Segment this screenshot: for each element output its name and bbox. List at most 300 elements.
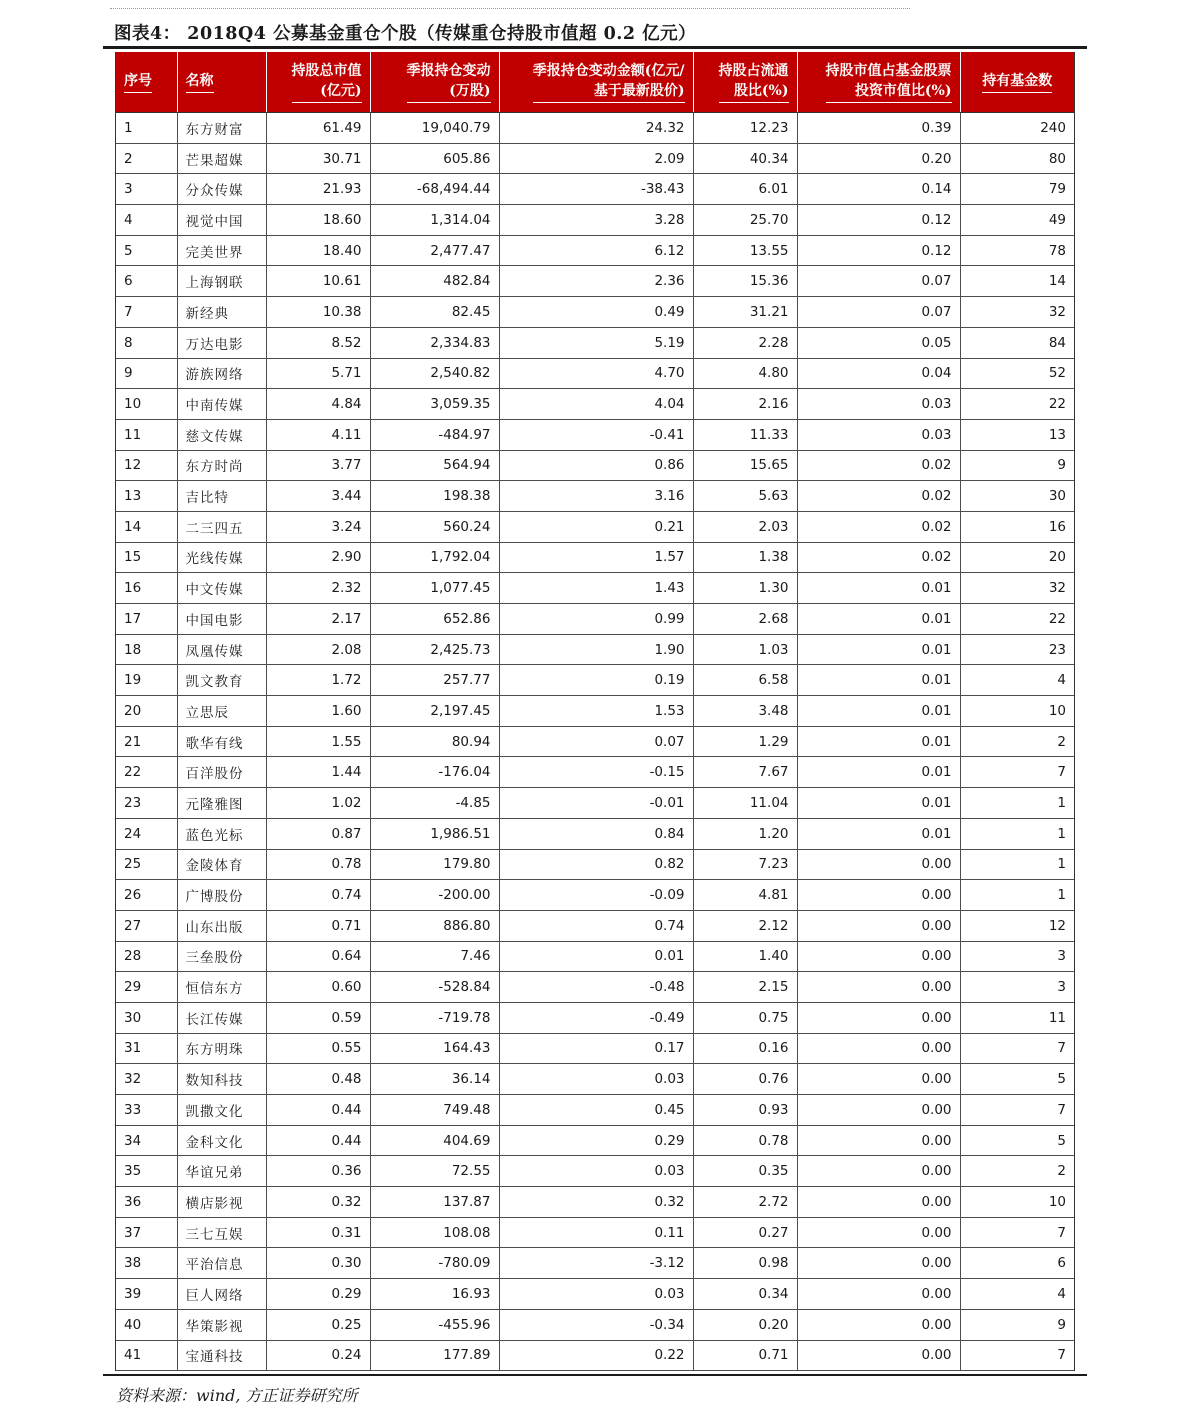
- cell-qtr-change-shares: 177.89: [370, 1340, 499, 1371]
- cell-name: 芒果超媒: [177, 143, 266, 174]
- cell-total-mv: 0.25: [266, 1309, 370, 1340]
- cell-qtr-change-amount: 0.82: [499, 849, 693, 880]
- cell-qtr-change-shares: 1,986.51: [370, 818, 499, 849]
- cell-seq: 16: [116, 573, 177, 604]
- cell-float-pct: 0.20: [693, 1309, 797, 1340]
- cell-fund-pct: 0.12: [797, 205, 960, 236]
- cell-fund-count: 32: [960, 573, 1074, 604]
- cell-fund-pct: 0.12: [797, 235, 960, 266]
- cell-fund-count: 84: [960, 327, 1074, 358]
- table-row: [116, 573, 1074, 604]
- cell-float-pct: 7.67: [693, 757, 797, 788]
- cell-fund-pct: 0.00: [797, 1248, 960, 1279]
- cell-total-mv: 0.29: [266, 1279, 370, 1310]
- cell-qtr-change-amount: 4.04: [499, 389, 693, 420]
- header-float-pct: [693, 52, 797, 113]
- cell-total-mv: 0.48: [266, 1064, 370, 1095]
- cell-qtr-change-shares: 404.69: [370, 1125, 499, 1156]
- cell-float-pct: 2.72: [693, 1187, 797, 1218]
- table-row: [116, 818, 1074, 849]
- table-bottom-rule: [103, 1374, 1087, 1376]
- table-row: [116, 113, 1074, 144]
- table-row: [116, 205, 1074, 236]
- cell-total-mv: 0.78: [266, 849, 370, 880]
- cell-name: 光线传媒: [177, 542, 266, 573]
- cell-fund-pct: 0.02: [797, 542, 960, 573]
- cell-fund-count: 7: [960, 1217, 1074, 1248]
- cell-qtr-change-amount: 1.90: [499, 634, 693, 665]
- cell-float-pct: 2.03: [693, 511, 797, 542]
- cell-qtr-change-shares: 72.55: [370, 1156, 499, 1187]
- cell-total-mv: 4.84: [266, 389, 370, 420]
- cell-qtr-change-shares: 1,792.04: [370, 542, 499, 573]
- cell-qtr-change-shares: 7.46: [370, 941, 499, 972]
- cell-qtr-change-shares: 179.80: [370, 849, 499, 880]
- cell-name: 凯撒文化: [177, 1095, 266, 1126]
- header-total-mv: [266, 52, 370, 113]
- table-row: [116, 1279, 1074, 1310]
- cell-fund-count: 22: [960, 604, 1074, 635]
- cell-float-pct: 6.01: [693, 174, 797, 205]
- cell-name: 百洋股份: [177, 757, 266, 788]
- cell-name: 东方明珠: [177, 1033, 266, 1064]
- cell-float-pct: 4.81: [693, 880, 797, 911]
- cell-qtr-change-shares: -4.85: [370, 788, 499, 819]
- cell-total-mv: 0.64: [266, 941, 370, 972]
- table-row: [116, 1187, 1074, 1218]
- cell-fund-count: 1: [960, 788, 1074, 819]
- cell-seq: 13: [116, 481, 177, 512]
- table-row: [116, 511, 1074, 542]
- cell-total-mv: 10.61: [266, 266, 370, 297]
- top-dotted-rule: [110, 8, 910, 9]
- cell-fund-count: 11: [960, 1002, 1074, 1033]
- cell-fund-count: 5: [960, 1064, 1074, 1095]
- cell-fund-pct: 0.01: [797, 818, 960, 849]
- cell-float-pct: 1.29: [693, 726, 797, 757]
- cell-fund-pct: 0.02: [797, 511, 960, 542]
- cell-qtr-change-shares: 164.43: [370, 1033, 499, 1064]
- cell-total-mv: 1.72: [266, 665, 370, 696]
- cell-float-pct: 6.58: [693, 665, 797, 696]
- table-row: [116, 297, 1074, 328]
- cell-seq: 32: [116, 1064, 177, 1095]
- cell-total-mv: 2.08: [266, 634, 370, 665]
- table-row: [116, 450, 1074, 481]
- cell-float-pct: 0.35: [693, 1156, 797, 1187]
- cell-qtr-change-amount: 0.03: [499, 1064, 693, 1095]
- cell-total-mv: 0.44: [266, 1125, 370, 1156]
- cell-qtr-change-amount: 0.86: [499, 450, 693, 481]
- cell-qtr-change-amount: 0.01: [499, 941, 693, 972]
- cell-name: 凯文教育: [177, 665, 266, 696]
- cell-fund-count: 6: [960, 1248, 1074, 1279]
- cell-fund-count: 23: [960, 634, 1074, 665]
- cell-seq: 10: [116, 389, 177, 420]
- cell-fund-count: 3: [960, 972, 1074, 1003]
- table-row: [116, 481, 1074, 512]
- cell-total-mv: 18.40: [266, 235, 370, 266]
- cell-name: 东方财富: [177, 113, 266, 144]
- cell-fund-count: 10: [960, 1187, 1074, 1218]
- cell-total-mv: 0.55: [266, 1033, 370, 1064]
- cell-qtr-change-amount: 0.21: [499, 511, 693, 542]
- cell-qtr-change-amount: -0.48: [499, 972, 693, 1003]
- cell-float-pct: 1.30: [693, 573, 797, 604]
- header-qtr-change-amount: [499, 52, 693, 113]
- cell-qtr-change-amount: 3.16: [499, 481, 693, 512]
- table-row: [116, 1095, 1074, 1126]
- cell-name: 吉比特: [177, 481, 266, 512]
- cell-qtr-change-amount: -0.34: [499, 1309, 693, 1340]
- header-name-label: 名称: [186, 71, 214, 93]
- cell-name: 慈文传媒: [177, 419, 266, 450]
- cell-name: 华谊兄弟: [177, 1156, 266, 1187]
- header-fund-pct: [797, 52, 960, 113]
- cell-fund-pct: 0.01: [797, 757, 960, 788]
- cell-qtr-change-amount: -0.09: [499, 880, 693, 911]
- cell-name: 游族网络: [177, 358, 266, 389]
- cell-float-pct: 1.40: [693, 941, 797, 972]
- table-row: [116, 665, 1074, 696]
- cell-seq: 31: [116, 1033, 177, 1064]
- cell-fund-count: 1: [960, 880, 1074, 911]
- cell-seq: 3: [116, 174, 177, 205]
- cell-float-pct: 0.93: [693, 1095, 797, 1126]
- cell-float-pct: 0.34: [693, 1279, 797, 1310]
- header-seq-label: 序号: [124, 71, 152, 93]
- cell-seq: 23: [116, 788, 177, 819]
- cell-fund-pct: 0.00: [797, 1340, 960, 1371]
- cell-float-pct: 0.27: [693, 1217, 797, 1248]
- cell-total-mv: 61.49: [266, 113, 370, 144]
- cell-qtr-change-shares: -200.00: [370, 880, 499, 911]
- cell-seq: 12: [116, 450, 177, 481]
- cell-qtr-change-shares: -484.97: [370, 419, 499, 450]
- cell-float-pct: 1.20: [693, 818, 797, 849]
- cell-total-mv: 0.60: [266, 972, 370, 1003]
- cell-qtr-change-shares: -455.96: [370, 1309, 499, 1340]
- cell-qtr-change-shares: 1,077.45: [370, 573, 499, 604]
- cell-qtr-change-amount: 0.99: [499, 604, 693, 635]
- cell-qtr-change-amount: 0.22: [499, 1340, 693, 1371]
- holdings-table-frame: [115, 52, 1075, 1371]
- cell-float-pct: 0.78: [693, 1125, 797, 1156]
- table-row: [116, 542, 1074, 573]
- header-qtr-change-shares-label: 季报持仓变动 (万股): [407, 61, 491, 103]
- cell-fund-pct: 0.03: [797, 419, 960, 450]
- cell-fund-pct: 0.00: [797, 1125, 960, 1156]
- cell-float-pct: 1.38: [693, 542, 797, 573]
- cell-seq: 33: [116, 1095, 177, 1126]
- cell-fund-pct: 0.00: [797, 910, 960, 941]
- cell-seq: 8: [116, 327, 177, 358]
- cell-total-mv: 0.59: [266, 1002, 370, 1033]
- cell-name: 元隆雅图: [177, 788, 266, 819]
- cell-fund-pct: 0.03: [797, 389, 960, 420]
- cell-name: 凤凰传媒: [177, 634, 266, 665]
- cell-name: 长江传媒: [177, 1002, 266, 1033]
- cell-name: 广博股份: [177, 880, 266, 911]
- cell-qtr-change-amount: -38.43: [499, 174, 693, 205]
- cell-fund-pct: 0.39: [797, 113, 960, 144]
- cell-fund-pct: 0.20: [797, 143, 960, 174]
- cell-qtr-change-amount: 2.09: [499, 143, 693, 174]
- cell-name: 分众传媒: [177, 174, 266, 205]
- cell-qtr-change-shares: 36.14: [370, 1064, 499, 1095]
- cell-qtr-change-shares: -68,494.44: [370, 174, 499, 205]
- cell-fund-count: 4: [960, 665, 1074, 696]
- cell-fund-count: 3: [960, 941, 1074, 972]
- cell-name: 视觉中国: [177, 205, 266, 236]
- table-row: [116, 972, 1074, 1003]
- cell-fund-count: 49: [960, 205, 1074, 236]
- cell-total-mv: 0.87: [266, 818, 370, 849]
- cell-seq: 30: [116, 1002, 177, 1033]
- cell-qtr-change-amount: -3.12: [499, 1248, 693, 1279]
- cell-fund-count: 240: [960, 113, 1074, 144]
- cell-seq: 19: [116, 665, 177, 696]
- cell-fund-pct: 0.00: [797, 1156, 960, 1187]
- cell-qtr-change-amount: -0.41: [499, 419, 693, 450]
- table-row: [116, 327, 1074, 358]
- cell-fund-pct: 0.01: [797, 573, 960, 604]
- cell-seq: 39: [116, 1279, 177, 1310]
- cell-fund-pct: 0.00: [797, 1217, 960, 1248]
- table-row: [116, 358, 1074, 389]
- cell-fund-count: 9: [960, 450, 1074, 481]
- cell-name: 蓝色光标: [177, 818, 266, 849]
- cell-fund-pct: 0.00: [797, 1064, 960, 1095]
- cell-fund-count: 14: [960, 266, 1074, 297]
- cell-qtr-change-shares: 198.38: [370, 481, 499, 512]
- cell-qtr-change-shares: 137.87: [370, 1187, 499, 1218]
- cell-fund-pct: 0.00: [797, 849, 960, 880]
- table-row: [116, 849, 1074, 880]
- table-row: [116, 1156, 1074, 1187]
- cell-seq: 22: [116, 757, 177, 788]
- cell-float-pct: 0.76: [693, 1064, 797, 1095]
- header-qtr-change-shares: [370, 52, 499, 113]
- cell-fund-count: 79: [960, 174, 1074, 205]
- cell-fund-pct: 0.00: [797, 1309, 960, 1340]
- cell-seq: 4: [116, 205, 177, 236]
- cell-seq: 18: [116, 634, 177, 665]
- cell-float-pct: 12.23: [693, 113, 797, 144]
- cell-seq: 11: [116, 419, 177, 450]
- cell-seq: 29: [116, 972, 177, 1003]
- cell-name: 新经典: [177, 297, 266, 328]
- cell-qtr-change-amount: 0.84: [499, 818, 693, 849]
- cell-seq: 7: [116, 297, 177, 328]
- cell-fund-pct: 0.00: [797, 1187, 960, 1218]
- cell-fund-count: 30: [960, 481, 1074, 512]
- cell-float-pct: 2.12: [693, 910, 797, 941]
- cell-seq: 6: [116, 266, 177, 297]
- table-row: [116, 389, 1074, 420]
- cell-fund-pct: 0.00: [797, 1095, 960, 1126]
- cell-fund-pct: 0.01: [797, 788, 960, 819]
- cell-fund-count: 12: [960, 910, 1074, 941]
- cell-float-pct: 25.70: [693, 205, 797, 236]
- cell-total-mv: 0.74: [266, 880, 370, 911]
- cell-qtr-change-amount: -0.01: [499, 788, 693, 819]
- table-row: [116, 1033, 1074, 1064]
- cell-seq: 25: [116, 849, 177, 880]
- cell-qtr-change-amount: 2.36: [499, 266, 693, 297]
- cell-fund-count: 5: [960, 1125, 1074, 1156]
- cell-name: 三垒股份: [177, 941, 266, 972]
- cell-seq: 21: [116, 726, 177, 757]
- table-row: [116, 266, 1074, 297]
- table-row: [116, 1125, 1074, 1156]
- cell-float-pct: 2.28: [693, 327, 797, 358]
- cell-qtr-change-shares: 257.77: [370, 665, 499, 696]
- cell-name: 立思辰: [177, 696, 266, 727]
- cell-total-mv: 0.24: [266, 1340, 370, 1371]
- table-row: [116, 419, 1074, 450]
- cell-qtr-change-shares: 652.86: [370, 604, 499, 635]
- cell-name: 横店影视: [177, 1187, 266, 1218]
- table-row: [116, 235, 1074, 266]
- cell-qtr-change-shares: 108.08: [370, 1217, 499, 1248]
- table-row: [116, 1248, 1074, 1279]
- table-row: [116, 174, 1074, 205]
- cell-fund-count: 13: [960, 419, 1074, 450]
- cell-fund-pct: 0.02: [797, 481, 960, 512]
- cell-fund-count: 16: [960, 511, 1074, 542]
- cell-total-mv: 8.52: [266, 327, 370, 358]
- cell-float-pct: 0.75: [693, 1002, 797, 1033]
- cell-qtr-change-shares: 3,059.35: [370, 389, 499, 420]
- cell-qtr-change-amount: 24.32: [499, 113, 693, 144]
- cell-fund-pct: 0.00: [797, 1002, 960, 1033]
- table-row: [116, 1217, 1074, 1248]
- cell-total-mv: 0.30: [266, 1248, 370, 1279]
- table-row: [116, 726, 1074, 757]
- cell-seq: 5: [116, 235, 177, 266]
- caption-rule: [103, 46, 1087, 49]
- cell-qtr-change-amount: 0.74: [499, 910, 693, 941]
- cell-total-mv: 0.71: [266, 910, 370, 941]
- cell-total-mv: 2.32: [266, 573, 370, 604]
- cell-total-mv: 2.17: [266, 604, 370, 635]
- table-body: [116, 113, 1074, 1371]
- cell-qtr-change-amount: 0.11: [499, 1217, 693, 1248]
- cell-qtr-change-amount: 0.29: [499, 1125, 693, 1156]
- cell-seq: 2: [116, 143, 177, 174]
- cell-total-mv: 0.32: [266, 1187, 370, 1218]
- cell-fund-pct: 0.07: [797, 297, 960, 328]
- cell-seq: 1: [116, 113, 177, 144]
- cell-float-pct: 11.33: [693, 419, 797, 450]
- source-note: 资料来源：wind, 方正证券研究所: [116, 1386, 358, 1405]
- cell-qtr-change-shares: 2,425.73: [370, 634, 499, 665]
- cell-fund-pct: 0.07: [797, 266, 960, 297]
- cell-qtr-change-amount: 1.43: [499, 573, 693, 604]
- cell-name: 山东出版: [177, 910, 266, 941]
- cell-fund-count: 22: [960, 389, 1074, 420]
- cell-total-mv: 4.11: [266, 419, 370, 450]
- cell-float-pct: 0.71: [693, 1340, 797, 1371]
- cell-fund-count: 1: [960, 849, 1074, 880]
- cell-qtr-change-amount: 0.45: [499, 1095, 693, 1126]
- cell-fund-pct: 0.01: [797, 665, 960, 696]
- cell-name: 金陵体育: [177, 849, 266, 880]
- cell-float-pct: 15.65: [693, 450, 797, 481]
- cell-qtr-change-shares: 605.86: [370, 143, 499, 174]
- cell-total-mv: 1.55: [266, 726, 370, 757]
- cell-fund-pct: 0.01: [797, 726, 960, 757]
- cell-qtr-change-shares: -528.84: [370, 972, 499, 1003]
- cell-qtr-change-amount: 0.17: [499, 1033, 693, 1064]
- cell-seq: 34: [116, 1125, 177, 1156]
- table-row: [116, 910, 1074, 941]
- cell-name: 中国电影: [177, 604, 266, 635]
- cell-float-pct: 11.04: [693, 788, 797, 819]
- cell-total-mv: 10.38: [266, 297, 370, 328]
- cell-qtr-change-shares: 16.93: [370, 1279, 499, 1310]
- cell-fund-count: 32: [960, 297, 1074, 328]
- cell-name: 华策影视: [177, 1309, 266, 1340]
- cell-float-pct: 3.48: [693, 696, 797, 727]
- cell-fund-pct: 0.00: [797, 880, 960, 911]
- cell-qtr-change-amount: 3.28: [499, 205, 693, 236]
- header-fund-pct-label: 持股市值占基金股票 投资市值比(%): [826, 61, 952, 103]
- cell-qtr-change-amount: 1.53: [499, 696, 693, 727]
- cell-float-pct: 2.15: [693, 972, 797, 1003]
- cell-float-pct: 5.63: [693, 481, 797, 512]
- cell-qtr-change-shares: -176.04: [370, 757, 499, 788]
- header-float-pct-label: 持股占流通 股比(%): [719, 61, 789, 103]
- cell-total-mv: 1.02: [266, 788, 370, 819]
- cell-fund-count: 9: [960, 1309, 1074, 1340]
- header-seq: [116, 52, 177, 113]
- cell-fund-count: 4: [960, 1279, 1074, 1310]
- cell-fund-count: 78: [960, 235, 1074, 266]
- cell-fund-pct: 0.14: [797, 174, 960, 205]
- cell-qtr-change-amount: 0.32: [499, 1187, 693, 1218]
- header-row: [116, 52, 1074, 113]
- cell-fund-count: 2: [960, 1156, 1074, 1187]
- cell-seq: 20: [116, 696, 177, 727]
- cell-float-pct: 31.21: [693, 297, 797, 328]
- cell-float-pct: 40.34: [693, 143, 797, 174]
- cell-seq: 24: [116, 818, 177, 849]
- cell-float-pct: 2.16: [693, 389, 797, 420]
- cell-seq: 26: [116, 880, 177, 911]
- cell-qtr-change-shares: 1,314.04: [370, 205, 499, 236]
- cell-float-pct: 7.23: [693, 849, 797, 880]
- table-row: [116, 788, 1074, 819]
- cell-fund-count: 7: [960, 1033, 1074, 1064]
- cell-fund-pct: 0.05: [797, 327, 960, 358]
- cell-qtr-change-shares: 82.45: [370, 297, 499, 328]
- cell-total-mv: 18.60: [266, 205, 370, 236]
- cell-qtr-change-shares: 482.84: [370, 266, 499, 297]
- cell-float-pct: 0.98: [693, 1248, 797, 1279]
- cell-float-pct: 2.68: [693, 604, 797, 635]
- cell-name: 平治信息: [177, 1248, 266, 1279]
- cell-fund-pct: 0.00: [797, 1279, 960, 1310]
- cell-float-pct: 15.36: [693, 266, 797, 297]
- header-fund-count-label: 持有基金数: [982, 71, 1052, 93]
- cell-qtr-change-shares: 749.48: [370, 1095, 499, 1126]
- table-row: [116, 941, 1074, 972]
- cell-seq: 17: [116, 604, 177, 635]
- table-row: [116, 757, 1074, 788]
- table-row: [116, 880, 1074, 911]
